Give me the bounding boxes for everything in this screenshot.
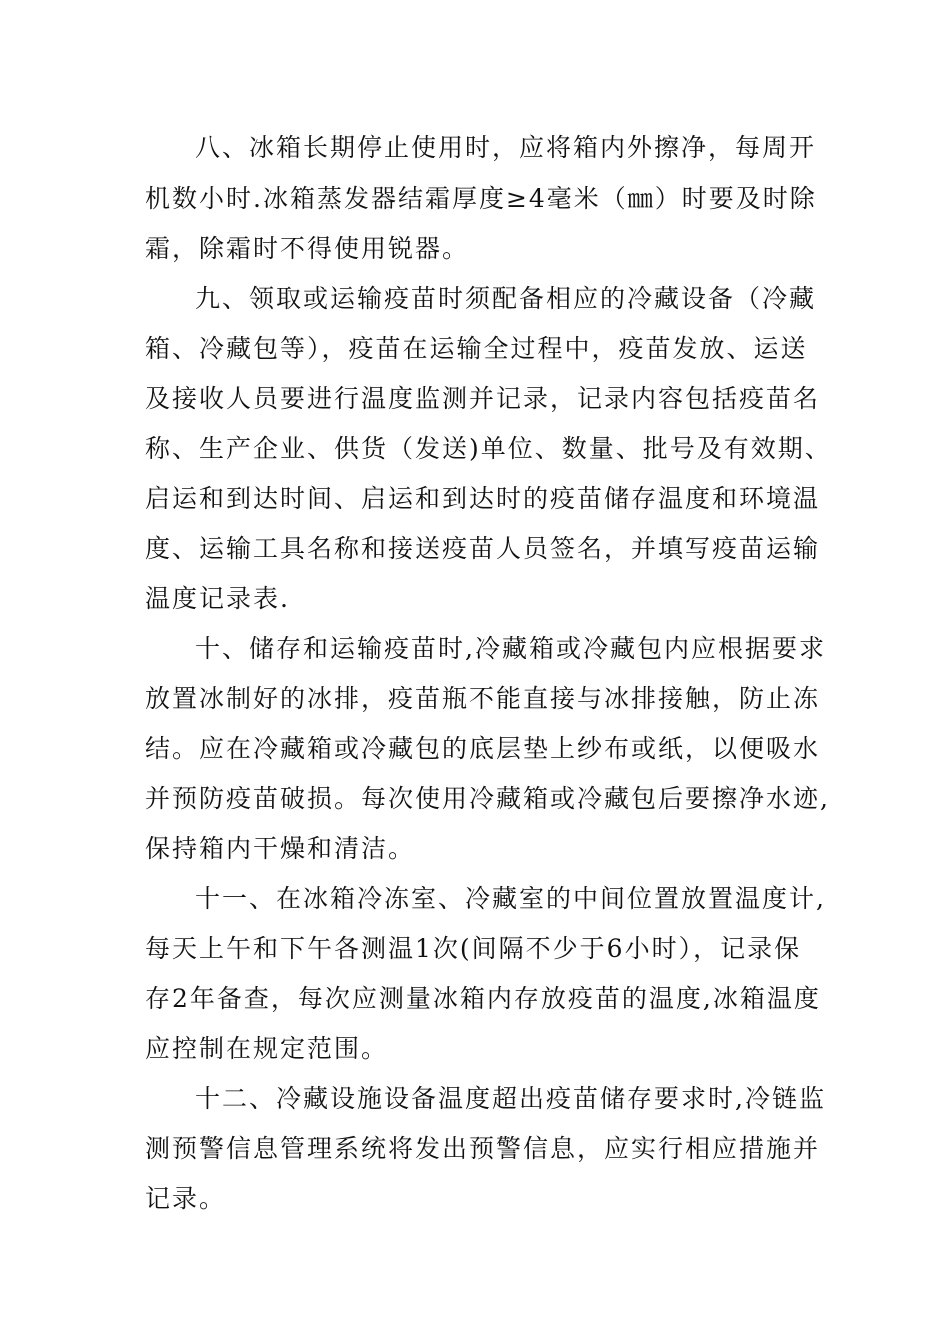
- para-11-line-3: 存2年备查，每次应测量冰箱内存放疫苗的温度,冰箱温度: [145, 984, 821, 1013]
- para-10-line-2: 放置冰制好的冰排，疫苗瓶不能直接与冰排接触，防止冻: [145, 684, 821, 713]
- para-11-line-2: 每天上午和下午各测温1次(间隔不少于6小时），记录保: [145, 934, 802, 963]
- para-8-line-3: 霜，除霜时不得使用锐器。: [145, 234, 470, 263]
- para-10-line-4: 并预防疫苗破损。每次使用冷藏箱或冷藏包后要擦净水迹,: [145, 784, 830, 813]
- para-9-line-5: 启运和到达时间、启运和到达时的疫苗储存温度和环境温: [145, 484, 821, 513]
- para-12-line-3: 记录。: [145, 1184, 227, 1213]
- para-10-line-5: 保持箱内干燥和清洁。: [145, 834, 416, 863]
- para-9-line-4: 称、生产企业、供货（发送)单位、数量、批号及有效期、: [145, 434, 832, 463]
- para-9-line-1: 九、领取或运输疫苗时须配备相应的冷藏设备（冷藏: [195, 284, 817, 313]
- para-10-line-1: 十、储存和运输疫苗时,冷藏箱或冷藏包内应根据要求: [195, 634, 826, 663]
- para-9-line-2: 箱、冷藏包等），疫苗在运输全过程中，疫苗发放、运送: [145, 334, 808, 363]
- para-11-line-1: 十一、在冰箱冷冻室、冷藏室的中间位置放置温度计,: [195, 884, 826, 913]
- para-9-line-7: 温度记录表.: [145, 584, 290, 613]
- para-12-line-2: 测预警信息管理系统将发出预警信息，应实行相应措施并: [145, 1134, 821, 1163]
- para-12-line-1: 十二、冷藏设施设备温度超出疫苗储存要求时,冷链监: [195, 1084, 826, 1113]
- para-8-line-1: 八、冰箱长期停止使用时，应将箱内外擦净，每周开: [195, 133, 817, 162]
- para-9-line-3: 及接收人员要进行温度监测并记录，记录内容包括疫苗名: [145, 384, 821, 413]
- para-10-line-3: 结。应在冷藏箱或冷藏包的底层垫上纱布或纸，以便吸水: [145, 734, 821, 763]
- para-11-line-4: 应控制在规定范围。: [145, 1034, 389, 1063]
- para-8-line-2: 机数小时.冰箱蒸发器结霜厚度≥4毫米（㎜）时要及时除: [145, 184, 817, 213]
- para-9-line-6: 度、运输工具名称和接送疫苗人员签名，并填写疫苗运输: [145, 534, 821, 563]
